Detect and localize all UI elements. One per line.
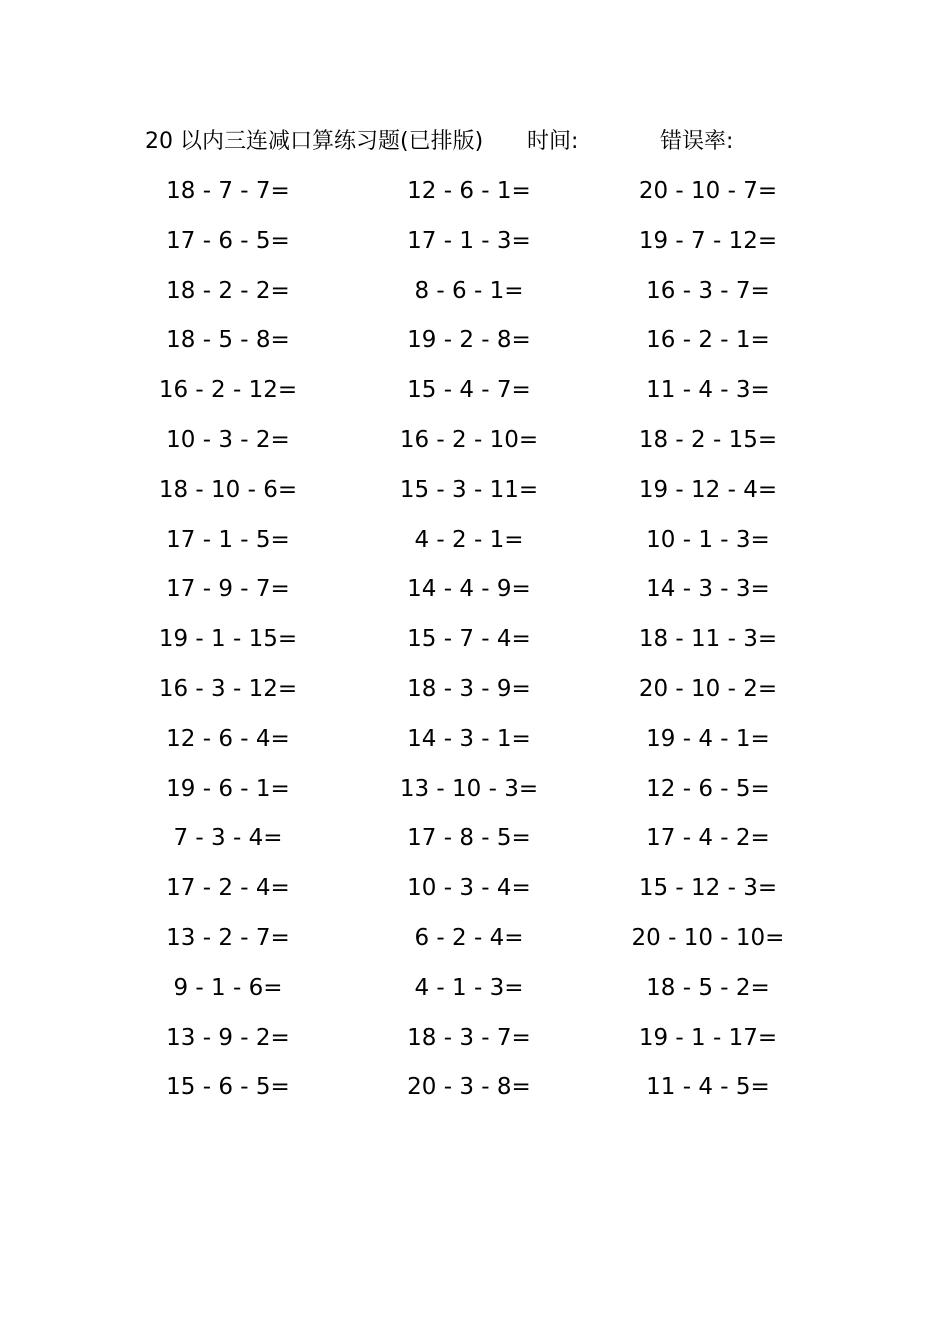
problem-row <box>0 223 950 273</box>
problem-item: 16 - 2 - 1= <box>646 327 770 354</box>
problem-item: 17 - 9 - 7= <box>166 576 290 603</box>
problem-item: 17 - 8 - 5= <box>407 825 531 852</box>
problem-row <box>0 522 950 572</box>
problem-row <box>0 1020 950 1070</box>
time-label: 时间: <box>527 129 579 154</box>
problem-row <box>0 671 950 721</box>
problem-item: 13 - 2 - 7= <box>166 924 290 951</box>
problem-item: 17 - 6 - 5= <box>166 227 290 254</box>
problem-item: 17 - 2 - 4= <box>166 875 290 902</box>
problem-item: 18 - 11 - 3= <box>638 626 778 653</box>
problem-item: 12 - 6 - 4= <box>166 725 290 752</box>
problem-item: 11 - 4 - 5= <box>646 1074 770 1101</box>
problem-item: 10 - 1 - 3= <box>646 526 770 553</box>
problem-row <box>0 1069 950 1119</box>
problem-item: 18 - 5 - 2= <box>646 974 770 1001</box>
problem-row <box>0 820 950 870</box>
problem-row <box>0 571 950 621</box>
problem-item: 13 - 10 - 3= <box>399 775 539 802</box>
page-title: 20 以内三连减口算练习题(已排版) <box>145 129 484 154</box>
problem-item: 19 - 6 - 1= <box>166 775 290 802</box>
problem-item: 16 - 2 - 10= <box>399 426 539 453</box>
problem-item: 19 - 4 - 1= <box>646 725 770 752</box>
problem-item: 16 - 3 - 7= <box>646 277 770 304</box>
problem-row <box>0 721 950 771</box>
problem-item: 15 - 4 - 7= <box>407 377 531 404</box>
problem-item: 7 - 3 - 4= <box>173 825 283 852</box>
problem-item: 18 - 2 - 2= <box>166 277 290 304</box>
problem-item: 17 - 1 - 5= <box>166 526 290 553</box>
problem-item: 13 - 9 - 2= <box>166 1024 290 1051</box>
problem-item: 16 - 3 - 12= <box>158 675 298 702</box>
problem-item: 15 - 7 - 4= <box>407 626 531 653</box>
problem-item: 10 - 3 - 4= <box>407 875 531 902</box>
problem-row <box>0 422 950 472</box>
worksheet-header <box>0 124 950 160</box>
problem-item: 19 - 7 - 12= <box>638 227 778 254</box>
problem-item: 4 - 1 - 3= <box>414 974 524 1001</box>
problem-item: 18 - 5 - 8= <box>166 327 290 354</box>
problem-item: 19 - 1 - 15= <box>158 626 298 653</box>
problem-item: 15 - 12 - 3= <box>638 875 778 902</box>
problem-row <box>0 173 950 223</box>
problem-item: 17 - 4 - 2= <box>646 825 770 852</box>
problem-item: 10 - 3 - 2= <box>166 426 290 453</box>
problem-item: 18 - 7 - 7= <box>166 178 290 204</box>
problem-item: 20 - 10 - 2= <box>638 675 778 702</box>
problem-row <box>0 870 950 920</box>
problem-item: 18 - 10 - 6= <box>158 476 298 503</box>
problem-row <box>0 472 950 522</box>
problem-item: 20 - 3 - 8= <box>407 1074 531 1101</box>
problem-item: 20 - 10 - 7= <box>638 178 778 204</box>
problem-item: 15 - 6 - 5= <box>166 1074 290 1101</box>
problem-row <box>0 273 950 323</box>
problem-item: 20 - 10 - 10= <box>631 924 785 951</box>
problem-item: 6 - 2 - 4= <box>414 924 524 951</box>
problem-item: 15 - 3 - 11= <box>399 476 539 503</box>
problem-row <box>0 771 950 821</box>
problem-item: 11 - 4 - 3= <box>646 377 770 404</box>
problem-item: 19 - 2 - 8= <box>407 327 531 354</box>
problem-item: 19 - 12 - 4= <box>638 476 778 503</box>
problem-item: 14 - 4 - 9= <box>407 576 531 603</box>
problem-row <box>0 322 950 372</box>
problem-item: 14 - 3 - 3= <box>646 576 770 603</box>
problem-row <box>0 621 950 671</box>
problem-item: 18 - 3 - 9= <box>407 675 531 702</box>
problem-row <box>0 372 950 422</box>
problem-item: 17 - 1 - 3= <box>407 227 531 254</box>
problem-row <box>0 970 950 1020</box>
problem-item: 14 - 3 - 1= <box>407 725 531 752</box>
problem-grid <box>0 173 950 1119</box>
problem-item: 19 - 1 - 17= <box>638 1024 778 1051</box>
problem-row <box>0 920 950 970</box>
problem-item: 18 - 2 - 15= <box>638 426 778 453</box>
problem-item: 16 - 2 - 12= <box>158 377 298 404</box>
problem-item: 8 - 6 - 1= <box>414 277 524 304</box>
problem-item: 9 - 1 - 6= <box>173 974 283 1001</box>
problem-item: 12 - 6 - 5= <box>646 775 770 802</box>
problem-item: 18 - 3 - 7= <box>407 1024 531 1051</box>
problem-item: 4 - 2 - 1= <box>414 526 524 553</box>
problem-item: 12 - 6 - 1= <box>407 178 531 204</box>
error-rate-label: 错误率: <box>660 129 734 154</box>
